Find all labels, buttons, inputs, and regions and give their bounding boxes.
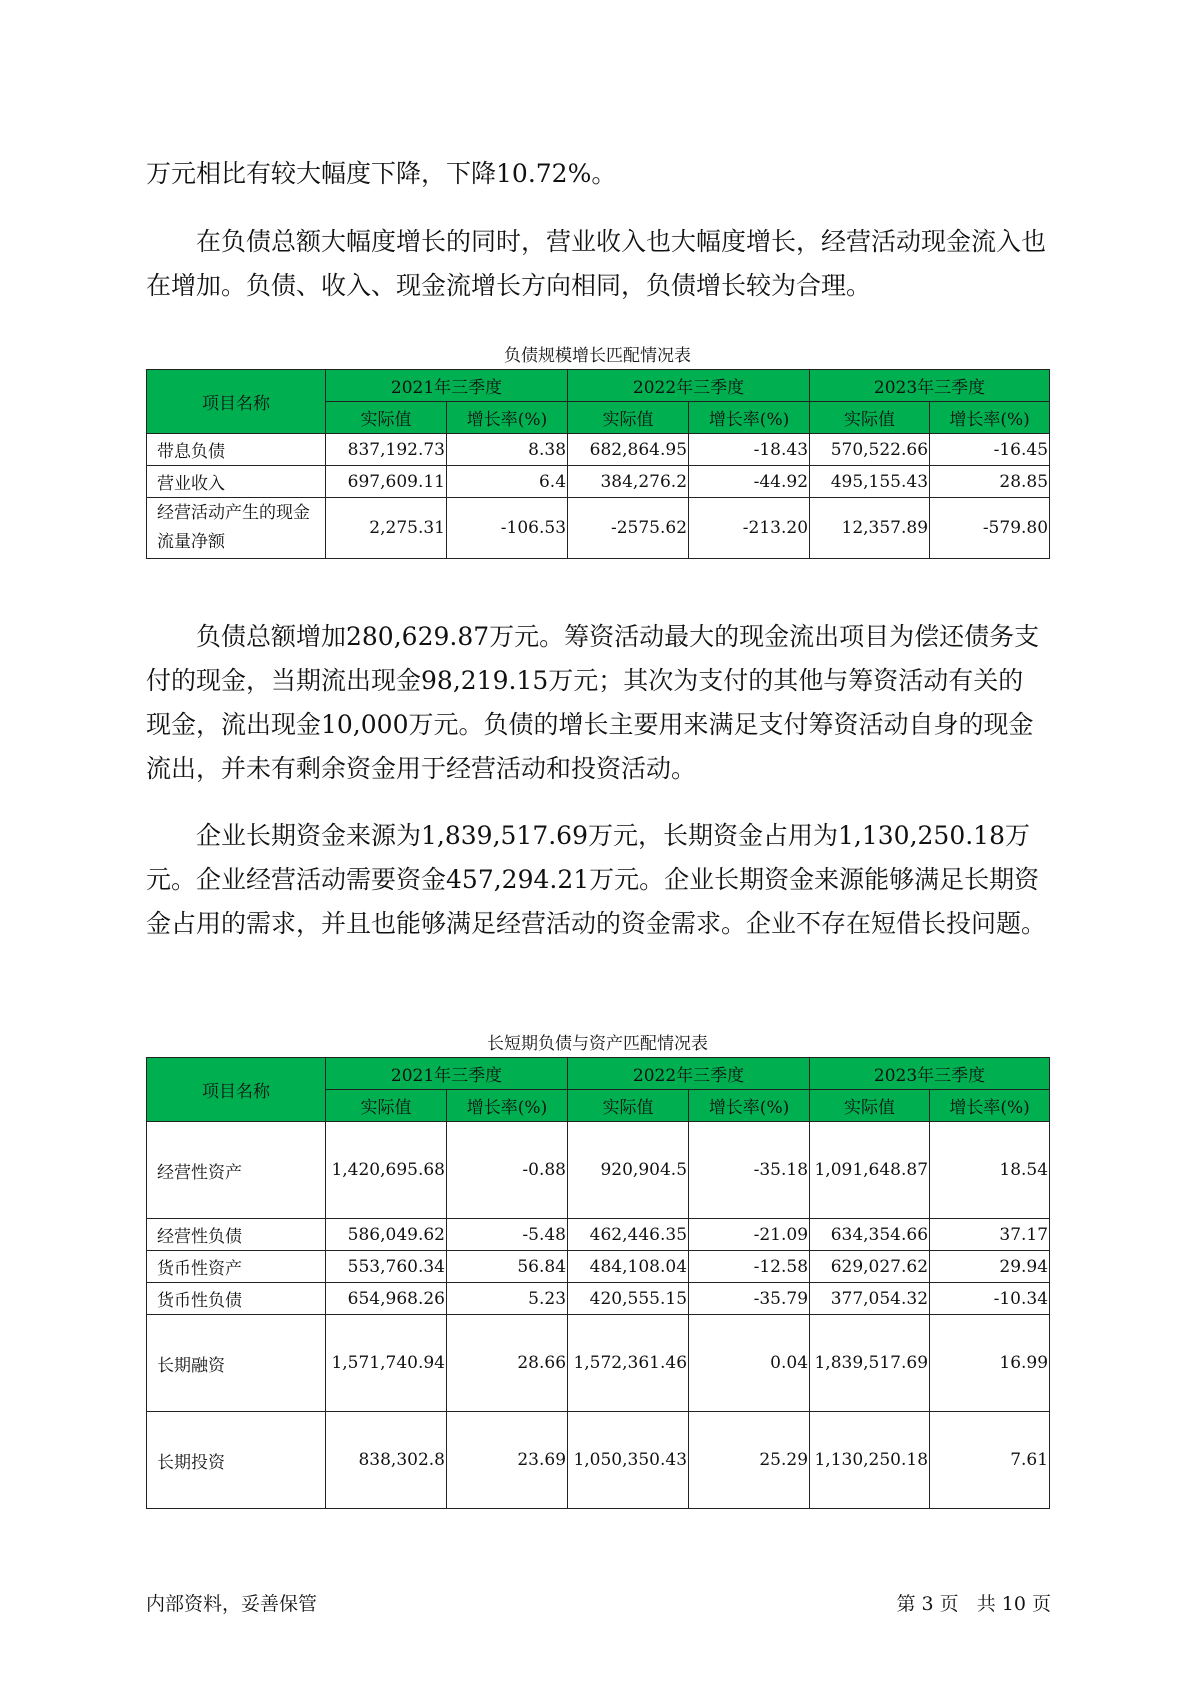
header-growth: 增长率(%) [447,1090,568,1122]
cell-value: 697,609.11 [326,466,447,498]
header-growth: 增长率(%) [689,402,810,434]
cell-value: 1,572,361.46 [568,1315,689,1412]
cell-value: -106.53 [447,498,568,559]
cell-value: 484,108.04 [568,1251,689,1283]
cell-value: 18.54 [930,1122,1050,1219]
table-2-caption: 长短期负债与资产匹配情况表 [487,1034,708,1054]
cell-value: 682,864.95 [568,434,689,466]
paragraph-4 [146,814,1046,946]
cell-value: 920,904.5 [568,1122,689,1219]
paragraph-4-text: 企业长期资金来源为1,839,517.69万元，长期资金占用为1,130,250.18万元。企业经营活动需要资金457,294.21万元。企业长期资金来源能够满足长期资金占用的需求，并且也能够满足经营活动的资金需求。企业不存在短借长投问题。 [146,821,1047,938]
header-period-2021: 2021年三季度 [326,1058,568,1090]
header-actual: 实际值 [810,402,930,434]
cell-value: 586,049.62 [326,1219,447,1251]
cell-value: -18.43 [689,434,810,466]
cell-value: 462,446.35 [568,1219,689,1251]
cell-value: 420,555.15 [568,1283,689,1315]
cell-value: -5.48 [447,1219,568,1251]
row-name: 营业收入 [147,466,326,498]
cell-value: 553,760.34 [326,1251,447,1283]
row-name: 经营活动产生的现金流量净额 [147,498,326,559]
cell-value: 29.94 [930,1251,1050,1283]
paragraph-1: 万元相比有较大幅度下降，下降10.72%。 [146,159,617,188]
cell-value: -35.18 [689,1122,810,1219]
header-actual: 实际值 [568,1090,689,1122]
cell-value: 23.69 [447,1412,568,1509]
header-actual: 实际值 [326,1090,447,1122]
cell-value: -12.58 [689,1251,810,1283]
cell-value: 629,027.62 [810,1251,930,1283]
row-name: 经营性资产 [147,1122,326,1219]
cell-value: 634,354.66 [810,1219,930,1251]
cell-value: 1,420,695.68 [326,1122,447,1219]
row-name: 长期融资 [147,1315,326,1412]
table-row [147,498,1050,559]
cell-value: -2575.62 [568,498,689,559]
row-name: 货币性资产 [147,1251,326,1283]
header-growth: 增长率(%) [689,1090,810,1122]
cell-value: 37.17 [930,1219,1050,1251]
cell-value: 837,192.73 [326,434,447,466]
cell-value: 570,522.66 [810,434,930,466]
cell-value: 8.38 [447,434,568,466]
header-growth: 增长率(%) [930,1090,1050,1122]
table-row [147,1283,1050,1315]
table-row [147,1219,1050,1251]
cell-value: 1,839,517.69 [810,1315,930,1412]
header-growth: 增长率(%) [930,402,1050,434]
cell-value: -10.34 [930,1283,1050,1315]
cell-value: 28.85 [930,466,1050,498]
table-row [147,434,1050,466]
cell-value: 12,357.89 [810,498,930,559]
header-growth: 增长率(%) [447,402,568,434]
table-row [147,1122,1050,1219]
paragraph-2-text: 在负债总额大幅度增长的同时，营业收入也大幅度增长，经营活动现金流入也在增加。负债、收入、现金流增长方向相同，负债增长较为合理。 [146,227,1047,300]
cell-value: -21.09 [689,1219,810,1251]
cell-value: 5.23 [447,1283,568,1315]
cell-value: 25.29 [689,1412,810,1509]
cell-value: 2,275.31 [326,498,447,559]
table-row [147,1412,1050,1509]
cell-value: -16.45 [930,434,1050,466]
row-name: 经营性负债 [147,1219,326,1251]
paragraph-2 [146,220,1046,308]
header-period-2022: 2022年三季度 [568,1058,810,1090]
cell-value: -44.92 [689,466,810,498]
paragraph-3-text: 负债总额增加280,629.87万元。筹资活动最大的现金流出项目为偿还债务支付的现金，当期流出现金98,219.15万元；其次为支付的其他与筹资活动有关的现金，流出现金10,000万元。负债的增长主要用来满足支付筹资活动自身的现金流出，并未有剩余资金用于经营活动和投资活动。 [146,622,1040,783]
footer-confidential-note: 内部资料，妥善保管 [146,1593,318,1615]
table-row [147,1315,1050,1412]
table-row [147,1251,1050,1283]
header-item-name: 项目名称 [147,1058,326,1122]
cell-value: 7.61 [930,1412,1050,1509]
header-period-2023: 2023年三季度 [810,1058,1050,1090]
cell-value: 838,302.8 [326,1412,447,1509]
cell-value: 1,130,250.18 [810,1412,930,1509]
header-actual: 实际值 [568,402,689,434]
table-row [147,466,1050,498]
cell-value: 56.84 [447,1251,568,1283]
cell-value: 16.99 [930,1315,1050,1412]
cell-value: 1,571,740.94 [326,1315,447,1412]
cell-value: 6.4 [447,466,568,498]
debt-growth-table [146,369,1050,559]
cell-value: 377,054.32 [810,1283,930,1315]
table-1-caption: 负债规模增长匹配情况表 [504,346,691,366]
cell-value: -35.79 [689,1283,810,1315]
header-actual: 实际值 [326,402,447,434]
cell-value: -0.88 [447,1122,568,1219]
cell-value: 384,276.2 [568,466,689,498]
header-period-2022: 2022年三季度 [568,370,810,402]
paragraph-3 [146,615,1046,791]
cell-value: -579.80 [930,498,1050,559]
asset-liability-match-table [146,1057,1050,1509]
cell-value: -213.20 [689,498,810,559]
cell-value: 1,091,648.87 [810,1122,930,1219]
cell-value: 1,050,350.43 [568,1412,689,1509]
header-period-2021: 2021年三季度 [326,370,568,402]
header-period-2023: 2023年三季度 [810,370,1050,402]
header-item-name: 项目名称 [147,370,326,434]
header-actual: 实际值 [810,1090,930,1122]
footer-page-number: 第 3 页 共 10 页 [896,1593,1051,1615]
cell-value: 28.66 [447,1315,568,1412]
cell-value: 0.04 [689,1315,810,1412]
cell-value: 654,968.26 [326,1283,447,1315]
cell-value: 495,155.43 [810,466,930,498]
row-name: 长期投资 [147,1412,326,1509]
row-name: 货币性负债 [147,1283,326,1315]
row-name: 带息负债 [147,434,326,466]
